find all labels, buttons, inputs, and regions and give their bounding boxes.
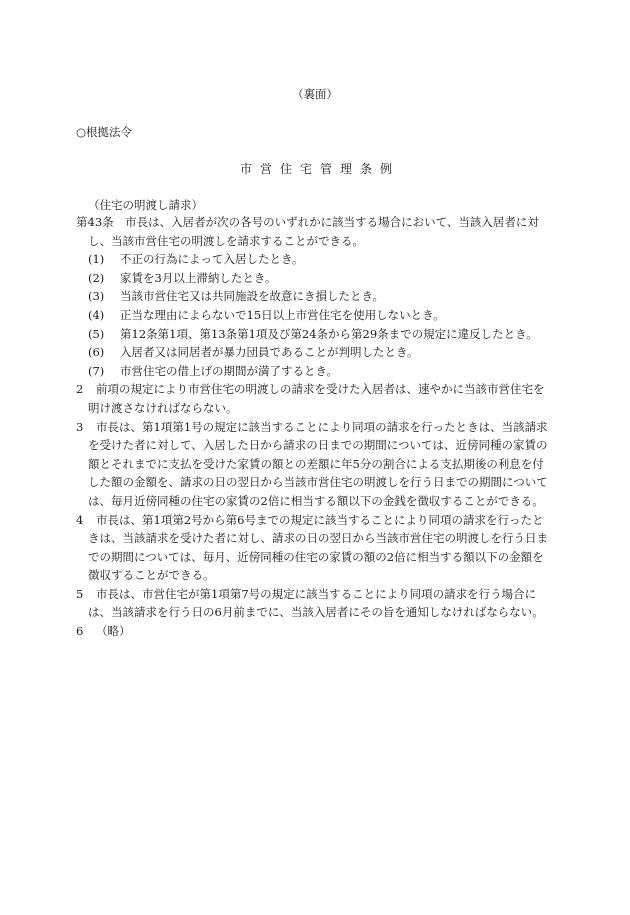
page-side-label: （裏面） bbox=[292, 87, 338, 101]
paragraph-2: 2 前項の規定により市営住宅の明渡しの請求を受けた入居者は、速やかに当該市営住宅を 明け渡さなければならない。 bbox=[76, 382, 545, 415]
paragraph-4: 4 市長は、第1項第2号から第6号までの規定に該当することにより同項の請求を行ったと きは、当該請求を受けた者に対し、請求の日の翌日から当該市営住宅の明渡しを行う日ま での期間については、毎月、近傍同種の住宅の家賃の額の2倍に相当する額以下の金額を 徴収することができる。 bbox=[76, 512, 548, 583]
article-43 bbox=[76, 213, 554, 250]
law-title: 市営住宅管理条例 bbox=[239, 162, 400, 176]
article-caption: （住宅の明渡し請求） bbox=[88, 198, 203, 212]
article-item: (2) 家賃を3月以上滞納したとき。 bbox=[88, 270, 277, 285]
article-items bbox=[76, 250, 554, 380]
article-item: (4) 正当な理由によらないで15日以上市営住宅を使用しないとき。 bbox=[88, 307, 445, 322]
paragraph-5: 5 市長は、市営住宅が第1項第7号の規定に該当することにより同項の請求を行う場合に は、当該請求を行う日の6月前までに、当該入居者にその旨を通知しなければならない。 bbox=[76, 586, 544, 620]
article-line-2: し、当該市営住宅の明渡しを請求することができる。 bbox=[88, 233, 364, 248]
article-item: (6) 入居者又は同居者が暴力団員であることが判明したとき。 bbox=[88, 345, 419, 360]
article-item: (1) 不正の行為によって入居したとき。 bbox=[88, 252, 304, 267]
law-body bbox=[76, 213, 554, 641]
article-item: (5) 第12条第1項、第13条第1項及び第24条から第29条までの規定に違反したとき。 bbox=[88, 326, 538, 341]
article-number: 第43条 bbox=[76, 215, 114, 229]
article-item: (7) 市営住宅の借上げの期間が満了するとき。 bbox=[88, 363, 339, 378]
paragraph-6: 6 （略） bbox=[76, 624, 131, 639]
article-line-1: 第43条 市長は、入居者が次の各号のいずれかに該当する場合において、当該入居者に対 bbox=[76, 215, 539, 229]
paragraph-3: 3 市長は、第1項第1号の規定に該当することにより同項の請求を行ったときは、当該請求 を受けた者に対して、入居した日から請求の日までの期間については、近傍同種の家賃の 額とそれまでに支払を受けた家賃の額との差額に年5分の割合による支払期後の利息を付 した額の金額を、請求の日の翌日から当該市営住宅の明渡しを行う日までの期間について は、毎月近傍同種の住宅の家賃の2倍に相当する額以下の金銭を徴収することができる。 bbox=[76, 419, 548, 508]
article-item: (3) 当該市営住宅又は共同施設を故意にき損したとき。 bbox=[88, 289, 385, 304]
basis-heading: ○根拠法令 bbox=[76, 125, 133, 139]
